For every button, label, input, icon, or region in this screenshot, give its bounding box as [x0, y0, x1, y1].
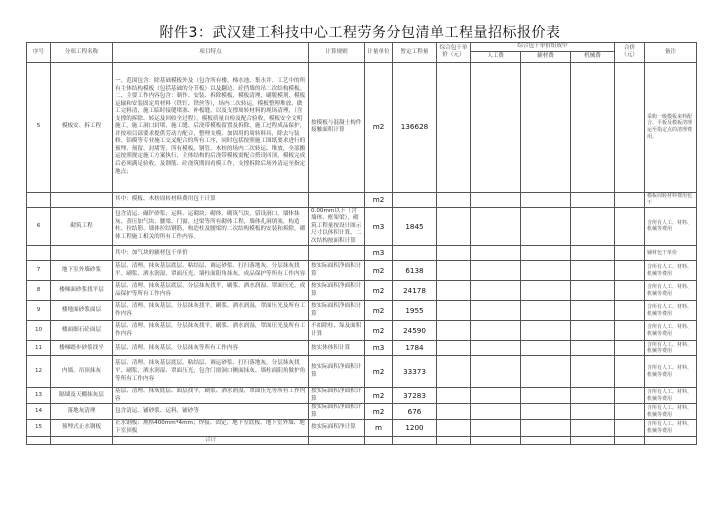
row-unit: m2	[365, 261, 393, 281]
row-no: 15	[27, 420, 51, 436]
row-qty	[393, 246, 437, 261]
row-machine	[571, 420, 615, 436]
row-unit: m3	[365, 246, 393, 261]
total-machine	[571, 436, 615, 445]
total-rule	[309, 436, 365, 445]
row-total	[615, 388, 645, 404]
row-features: 基层、清理、抹灰基层底层、粘结层、调运砂浆、打扫落地灰，分层抹灰找平、刷浆、洒水润湿、罩面压光、墙柱面阳角抹灰，成品保护等所有工作内容	[113, 261, 309, 281]
header-no: 序号	[27, 43, 51, 63]
row-total	[615, 192, 645, 207]
row-machine	[571, 207, 615, 246]
row-no: 9	[27, 301, 51, 321]
row-aux	[521, 388, 571, 404]
row-remark: 采购一级模板来料配合、平板及模板清理运至指定点的清理费用。	[645, 62, 697, 192]
row-machine	[571, 246, 615, 261]
row-rule: 按模板与混凝土构件接触面积计算	[309, 62, 365, 192]
total-remark	[645, 436, 697, 445]
row-name: 隔墙及天棚抹灰层	[51, 388, 113, 404]
table-row	[27, 246, 697, 261]
table-row	[27, 321, 697, 341]
price-table	[26, 42, 697, 445]
row-features: 包含清运、碾铲砂浆；运料、运砌块；砌体、砌筑气块，留设洞口、墙体抹灰、蒸压加气块、腰梁、门窗、过梁等所有砌体工程，墙体孔洞填塞，构造柱、拉结筋、墙体拉结钢筋、构造柱及腰梁的二次结构模板的安装和拆除，砌体工程施工相关的所有工作内容。	[113, 207, 309, 246]
header-rule: 计算规则	[309, 43, 365, 63]
row-features: 包含清运、铺砂浆、运料、铺砂等	[113, 404, 309, 420]
row-no: 10	[27, 321, 51, 341]
row-labor	[471, 404, 521, 420]
row-machine	[571, 388, 615, 404]
total-total	[615, 436, 645, 445]
row-rule: 按实际面积净计算	[309, 420, 365, 436]
row-no: 6	[27, 207, 51, 246]
row-name: 楼面细石砼面层	[51, 321, 113, 341]
total-row	[27, 436, 697, 445]
row-price	[437, 192, 471, 207]
table-row	[27, 62, 697, 192]
row-remark: 含所有人工、材料、机械等费用	[645, 281, 697, 301]
row-remark: 含所有人工、材料、机械等费用	[645, 404, 697, 420]
row-machine	[571, 62, 615, 192]
row-features: 基层、清理、抹灰基层底层、粘结层、调运砂浆、打扫落地灰，分层抹灰找平、刷浆、洒水润湿、罩面压光，包含门窗洞口侧面抹灰、墙柱面阳角做护角等所有工作内容	[113, 356, 309, 388]
row-qty: 37283	[393, 388, 437, 404]
row-labor	[471, 420, 521, 436]
table-row	[27, 404, 697, 420]
total-qty	[393, 436, 437, 445]
row-aux	[521, 207, 571, 246]
table-row	[27, 192, 697, 207]
row-name: 地下室外墙砂浆	[51, 261, 113, 281]
table-row	[27, 261, 697, 281]
row-no: 13	[27, 388, 51, 404]
table-row	[27, 281, 697, 301]
row-remark: 含所有人工、材料、机械等费用	[645, 356, 697, 388]
total-name	[51, 436, 113, 445]
row-rule: 按实际面积净面积计算	[309, 301, 365, 321]
row-price	[437, 404, 471, 420]
row-features: 其中：模板、木枋周转材料费用包干计算	[113, 192, 309, 207]
row-unit: m2	[365, 404, 393, 420]
row-remark: 含所有人工、材料、机械等费用	[645, 207, 697, 246]
row-remark: 含所有人工、材料、机械等费用	[645, 388, 697, 404]
row-machine	[571, 321, 615, 341]
row-total	[615, 420, 645, 436]
row-aux	[521, 192, 571, 207]
row-name: 楼梯面砂浆找平层	[51, 281, 113, 301]
row-name: 砌筑工程	[51, 207, 113, 246]
row-labor	[471, 388, 521, 404]
row-labor	[471, 192, 521, 207]
row-total	[615, 261, 645, 281]
row-machine	[571, 281, 615, 301]
row-price	[437, 246, 471, 261]
row-features: 基层、清理、抹灰基层，分层抹灰找平，刷浆、洒水润湿，罩面压光及所有工作内容	[113, 321, 309, 341]
row-aux	[521, 246, 571, 261]
row-unit: m2	[365, 192, 393, 207]
row-remark: 含所有人工、材料、机械等费用	[645, 261, 697, 281]
row-qty: 676	[393, 404, 437, 420]
row-total	[615, 404, 645, 420]
row-rule: 按实际面积净面积计算	[309, 356, 365, 388]
row-rule: 按实际面积净面积计算	[309, 388, 365, 404]
row-rule: 按实际面积净面积计算	[309, 404, 365, 420]
row-labor	[471, 341, 521, 356]
row-price	[437, 62, 471, 192]
row-rule	[309, 246, 365, 261]
row-no: 12	[27, 356, 51, 388]
row-aux	[521, 62, 571, 192]
row-price	[437, 388, 471, 404]
row-labor	[471, 62, 521, 192]
table-row	[27, 356, 697, 388]
row-unit: m2	[365, 301, 393, 321]
header-price: 综合包干单价（元）	[437, 43, 471, 63]
row-labor	[471, 321, 521, 341]
row-remark: 含所有人工、材料、机械等费用	[645, 341, 697, 356]
row-rule: 按实际面积净面积计算	[309, 261, 365, 281]
row-no: 5	[27, 62, 51, 192]
row-labor	[471, 207, 521, 246]
row-aux	[521, 281, 571, 301]
row-total	[615, 321, 645, 341]
header-remark: 备注	[645, 43, 697, 63]
row-price	[437, 420, 471, 436]
row-no: 14	[27, 404, 51, 420]
row-no: 8	[27, 281, 51, 301]
row-total	[615, 341, 645, 356]
row-remark: 含所有人工、材料、机械等费用	[645, 420, 697, 436]
row-rule: 按实体体积计算	[309, 341, 365, 356]
row-no: 7	[27, 261, 51, 281]
total-label: 合计	[113, 436, 309, 445]
row-unit: m2	[365, 281, 393, 301]
row-features: 基层、清理、抹灰基层，分层抹灰找平，刷浆、洒水润湿，罩面压光及所有工作内容	[113, 301, 309, 321]
row-qty: 33373	[393, 356, 437, 388]
row-machine	[571, 356, 615, 388]
row-aux	[521, 356, 571, 388]
total-no	[27, 436, 51, 445]
row-price	[437, 281, 471, 301]
row-aux	[521, 321, 571, 341]
row-rule: 不扣除柱、垛及面积计算	[309, 321, 365, 341]
row-rule: 按实际面积净面积计算	[309, 281, 365, 301]
row-qty	[393, 192, 437, 207]
row-aux	[521, 261, 571, 281]
row-features: 基层、清理、抹灰基层，分层抹灰等所有工作内容	[113, 341, 309, 356]
row-features: 止水钢板：规格400mm*4mm；焊接、固定，地下室底板、地下室外墙、地下室顶板	[113, 420, 309, 436]
header-unit: 计量单位	[365, 43, 393, 63]
row-qty: 24178	[393, 281, 437, 301]
row-labor	[471, 261, 521, 281]
header-aux: 辅材费	[521, 51, 571, 62]
row-total	[615, 356, 645, 388]
row-machine	[571, 261, 615, 281]
header-qty: 暂定工程量	[393, 43, 437, 63]
row-features: 基层、清理、抹灰基层底层，分层抹灰找平，刷浆、洒水润湿、罩面压光、成品保护等所有工作内容	[113, 281, 309, 301]
total-price	[437, 436, 471, 445]
row-labor	[471, 356, 521, 388]
row-name: 楼地面砂浆面层	[51, 301, 113, 321]
row-remark: 辅材包干单价	[645, 246, 697, 261]
row-total	[615, 301, 645, 321]
row-total	[615, 246, 645, 261]
header-composition: 综合包干单价组成中	[471, 43, 615, 52]
row-price	[437, 207, 471, 246]
header-total: 合价（元）	[615, 43, 645, 63]
row-qty: 1955	[393, 301, 437, 321]
row-name: 预埋式止水钢板	[51, 420, 113, 436]
row-qty: 1200	[393, 420, 437, 436]
row-machine	[571, 404, 615, 420]
row-aux	[521, 404, 571, 420]
row-unit: m2	[365, 321, 393, 341]
table-row	[27, 388, 697, 404]
row-aux	[521, 301, 571, 321]
row-name: 楼梯踏步砂浆找平	[51, 341, 113, 356]
row-unit: m2	[365, 62, 393, 192]
row-rule: 0.00mm以下（含墙体、框架梁），砌筑工程量按设计图示尺寸以体积计算，二次结构按面积计算	[309, 207, 365, 246]
header-machine: 机械费	[571, 51, 615, 62]
row-labor	[471, 246, 521, 261]
row-name	[51, 246, 113, 261]
row-machine	[571, 301, 615, 321]
row-price	[437, 341, 471, 356]
row-features: 一、范围包含：除基础模板外及（包含所有楼、梯水池、集水井、工艺中的所有主体结构模板（包括基础的分节板）以及翻边、砼挡墙的吊二次结构模板。二、主要工作内容包含：制作、安装、拆除模板，模板清理、刷脱模剂，模板运输和安装固定用材料（铁钉、铁丝等），场内二次转运，模板整理堆放、做工完料清，施工临时接缝堵塞、补板缝，以及支撑周转材料的现场清理，（含支撑的拆除、转运及回收全过程），模板质量自检及配合验收，模板安全文明施工，施工洞口封堵，施工缝、后浇带模板留置及拆除，施工过程成品保护，并按项目部要求提供劳动力配合，整理支模、加固用的周转料具，除去与装修、铝模等专业施工交叉配合的所有工序，同时包括按照施工图纸要求进行的预埋、预留、封堵等，所有模板、钢管、木枋的场内二次转运、堆放，全部搬运按照规定施工方案执行，主体结构的后浇带模板需配合搭设回顶，模板完成后必须满足验收，及钢筋、砼浇筑期间看模工作，支撑拆除后场外清运至指定地点；	[113, 62, 309, 192]
header-labor: 人工费	[471, 51, 521, 62]
row-price	[437, 261, 471, 281]
row-features: 其中：加气块的辅材包干单价	[113, 246, 309, 261]
row-no	[27, 246, 51, 261]
row-name: 模板安、拆工程	[51, 62, 113, 192]
row-unit: m3	[365, 341, 393, 356]
row-price	[437, 356, 471, 388]
row-total	[615, 281, 645, 301]
row-name: 内墙、吊顶抹灰	[51, 356, 113, 388]
header-features: 项目特点	[113, 43, 309, 63]
header-name: 分项工程名称	[51, 43, 113, 63]
row-no	[27, 192, 51, 207]
total-labor	[471, 436, 521, 445]
row-rule	[309, 192, 365, 207]
row-aux	[521, 341, 571, 356]
row-qty: 6138	[393, 261, 437, 281]
row-qty: 136628	[393, 62, 437, 192]
row-remark: 含所有人工、材料、机械等费用	[645, 321, 697, 341]
row-total	[615, 207, 645, 246]
table-row	[27, 341, 697, 356]
row-total	[615, 62, 645, 192]
row-no: 11	[27, 341, 51, 356]
row-price	[437, 301, 471, 321]
document-title: 附件3：武汉建工科技中心工程劳务分包清单工程量招标报价表	[159, 25, 561, 41]
total-aux	[521, 436, 571, 445]
table-row	[27, 301, 697, 321]
row-remark: 模板周转材料费用包干	[645, 192, 697, 207]
row-aux	[521, 420, 571, 436]
row-unit: m3	[365, 207, 393, 246]
row-unit: m2	[365, 356, 393, 388]
table-row	[27, 420, 697, 436]
total-unit	[365, 436, 393, 445]
row-qty: 1784	[393, 341, 437, 356]
row-price	[437, 321, 471, 341]
row-name: 落地灰清理	[51, 404, 113, 420]
table-row	[27, 207, 697, 246]
row-features: 基层、清理、抹灰底层、面层找平，刷浆、洒水润湿，罩面压光等所有工作内容	[113, 388, 309, 404]
header-row	[27, 43, 697, 52]
row-labor	[471, 301, 521, 321]
row-unit: m2	[365, 388, 393, 404]
row-qty: 1845	[393, 207, 437, 246]
row-qty: 24590	[393, 321, 437, 341]
row-machine	[571, 192, 615, 207]
row-unit: m	[365, 420, 393, 436]
row-name	[51, 192, 113, 207]
row-labor	[471, 281, 521, 301]
row-machine	[571, 341, 615, 356]
row-remark: 含所有人工、材料、机械等费用	[645, 301, 697, 321]
